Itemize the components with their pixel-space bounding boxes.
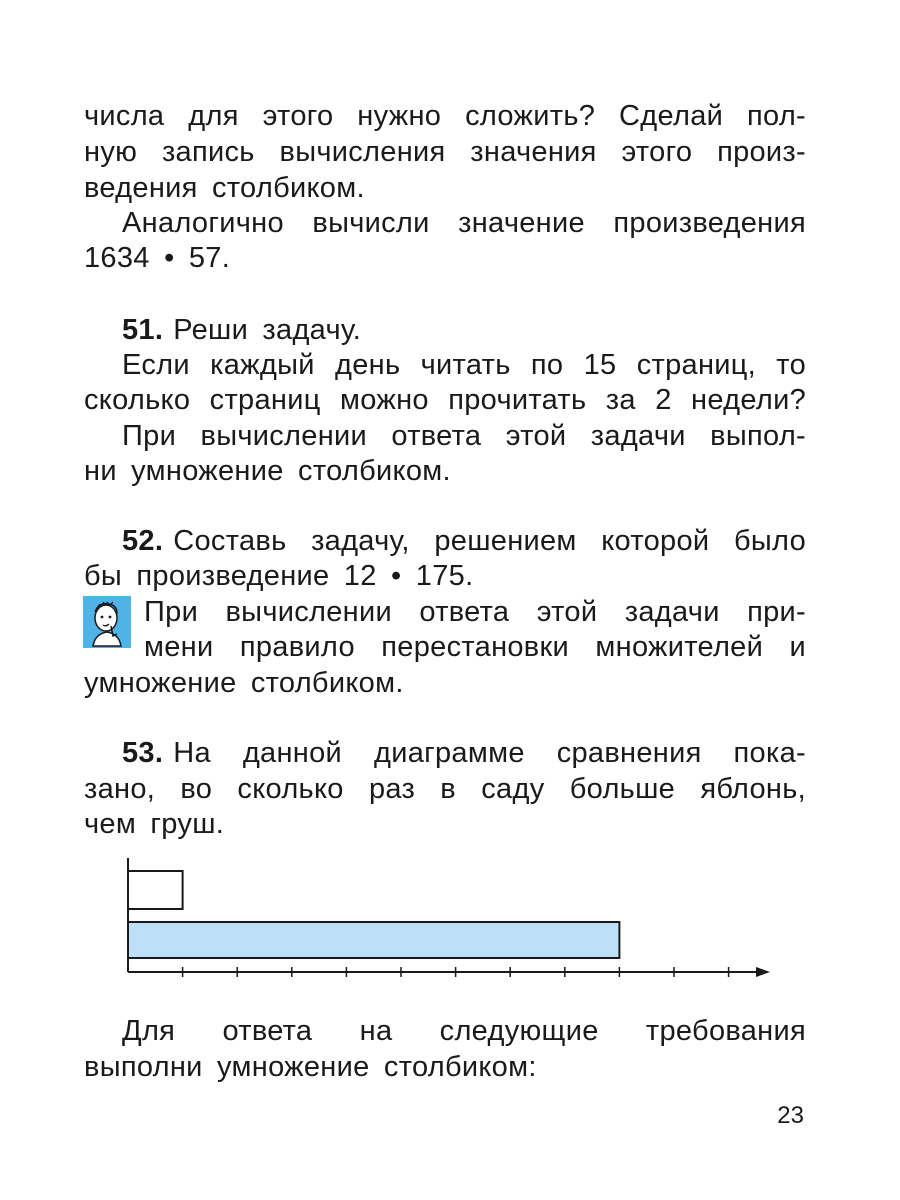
text-line: числа для этого нужно сложить? Сделай пол- bbox=[84, 100, 806, 132]
text-line: чем груш. bbox=[84, 808, 225, 840]
text-line: мени правило перестановки множителей и bbox=[144, 631, 806, 663]
text-line: бы произведение 12 • 175. bbox=[84, 560, 474, 592]
task-number: 51. bbox=[122, 314, 164, 346]
text-line: выполни умножение столбиком: bbox=[84, 1051, 537, 1083]
task-51-heading bbox=[122, 312, 806, 348]
text-line: ную запись вычисления значения этого произ- bbox=[84, 136, 806, 168]
text-line: При вычислении ответа этой задачи при- bbox=[144, 596, 806, 628]
text-line: ни умножение столбиком. bbox=[84, 455, 451, 487]
thinking-boy-icon bbox=[83, 596, 131, 648]
text-line: 1634 • 57. bbox=[84, 242, 231, 274]
task-number: 53. bbox=[122, 737, 164, 769]
text-line: зано, во сколько раз в саду больше яблонь, bbox=[84, 773, 806, 805]
task-text: Реши задачу. bbox=[173, 314, 362, 346]
task-52-heading bbox=[122, 523, 806, 559]
text-line: сколько страниц можно прочитать за 2 недели? bbox=[84, 384, 806, 416]
x-axis-arrow-icon bbox=[756, 967, 770, 977]
text-line: Для ответа на следующие требования bbox=[122, 1015, 806, 1047]
text-line: Аналогично вычисли значение произведения bbox=[122, 207, 806, 239]
text-line: При вычислении ответа этой задачи выпол- bbox=[122, 420, 806, 452]
bar-apples bbox=[128, 922, 619, 958]
task-number: 52. bbox=[122, 525, 164, 557]
task-53-heading bbox=[122, 735, 806, 771]
text-line: Если каждый день читать по 15 страниц, то bbox=[122, 349, 806, 381]
bar-pears bbox=[128, 871, 183, 909]
task-text: На данной диаграмме сравнения пока- bbox=[173, 737, 806, 769]
comparison-diagram bbox=[110, 850, 790, 990]
text-line: ведения столбиком. bbox=[84, 172, 365, 204]
text-line: умножение столбиком. bbox=[84, 667, 404, 699]
page-number: 23 bbox=[777, 1102, 804, 1129]
task-text: Составь задачу, решением которой было bbox=[173, 525, 806, 557]
